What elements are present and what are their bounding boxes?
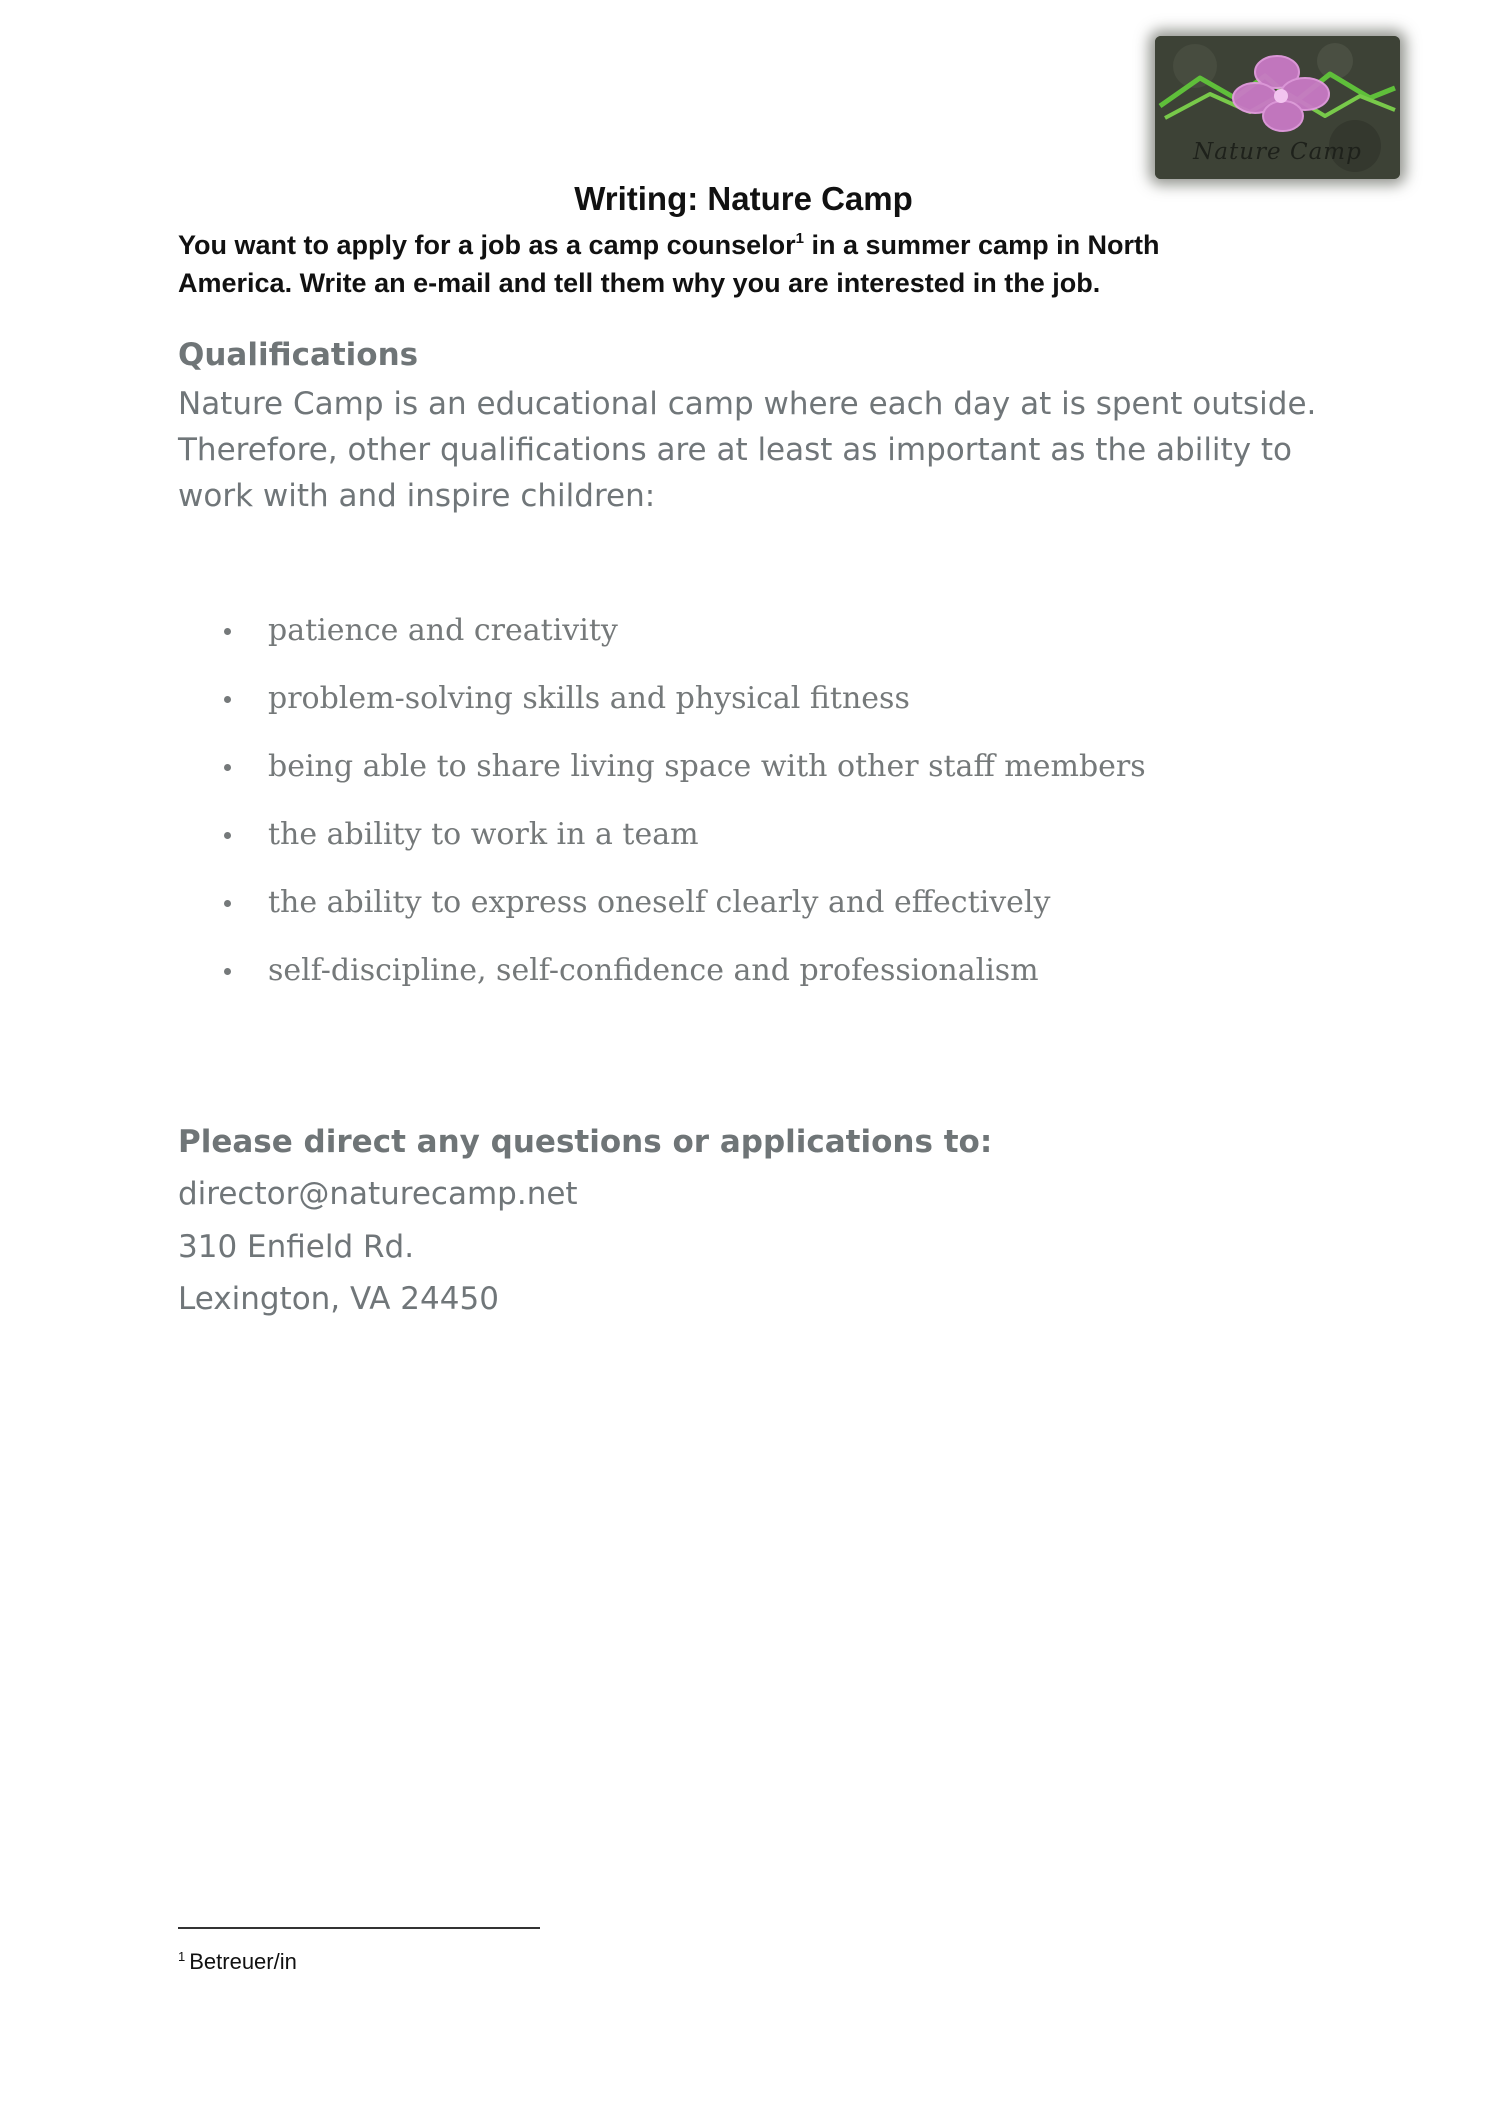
bullet-icon	[224, 764, 231, 771]
nature-camp-logo	[1155, 36, 1400, 179]
bullet-icon	[224, 832, 231, 839]
logo-text: Nature Camp	[1193, 139, 1362, 165]
bullet-icon	[224, 968, 231, 975]
list-item-text: the ability to express oneself clearly and effectively	[268, 885, 1051, 920]
bullet-icon	[224, 696, 231, 703]
footnote	[178, 1949, 297, 1975]
list-item	[178, 812, 1146, 880]
footnote-divider	[178, 1927, 540, 1929]
list-item-text: problem-solving skills and physical fitness	[268, 681, 910, 716]
task-text-start: You want to apply for a job as a camp counselor	[178, 230, 796, 260]
list-item-text: being able to share living space with other staff members	[268, 749, 1146, 784]
footnote-marker: 1	[178, 1949, 186, 1964]
contact-heading: Please direct any questions or applications to:	[178, 1124, 993, 1160]
list-item	[178, 880, 1146, 948]
list-item	[178, 948, 1146, 1016]
task-instruction	[178, 226, 1258, 302]
qualifications-heading: Qualifications	[178, 337, 419, 373]
footnote-reference: 1	[795, 230, 804, 247]
list-item	[178, 744, 1146, 812]
list-item-text: self-discipline, self-confidence and professionalism	[268, 953, 1039, 988]
bullet-icon	[224, 628, 231, 635]
list-item	[178, 608, 1146, 676]
bullet-icon	[224, 900, 231, 907]
qualifications-list	[178, 608, 1146, 1016]
list-item	[178, 676, 1146, 744]
task-text-end: in a summer camp in North America. Write an e-mail and tell them why you are interested in the job.	[178, 230, 1160, 298]
page-title: Writing: Nature Camp	[574, 180, 913, 217]
contact-street: 310 Enfield Rd.	[178, 1229, 415, 1265]
contact-email: director@naturecamp.net	[178, 1176, 578, 1212]
list-item-text: the ability to work in a team	[268, 817, 699, 852]
list-item-text: patience and creativity	[268, 613, 618, 648]
contact-city: Lexington, VA 24450	[178, 1281, 499, 1317]
footnote-text: Betreuer/in	[189, 1949, 297, 1974]
qualifications-intro: Nature Camp is an educational camp where each day at is spent outside. Therefore, other qualifications are at least as important as the ability to work with and inspire children:	[178, 386, 1317, 514]
